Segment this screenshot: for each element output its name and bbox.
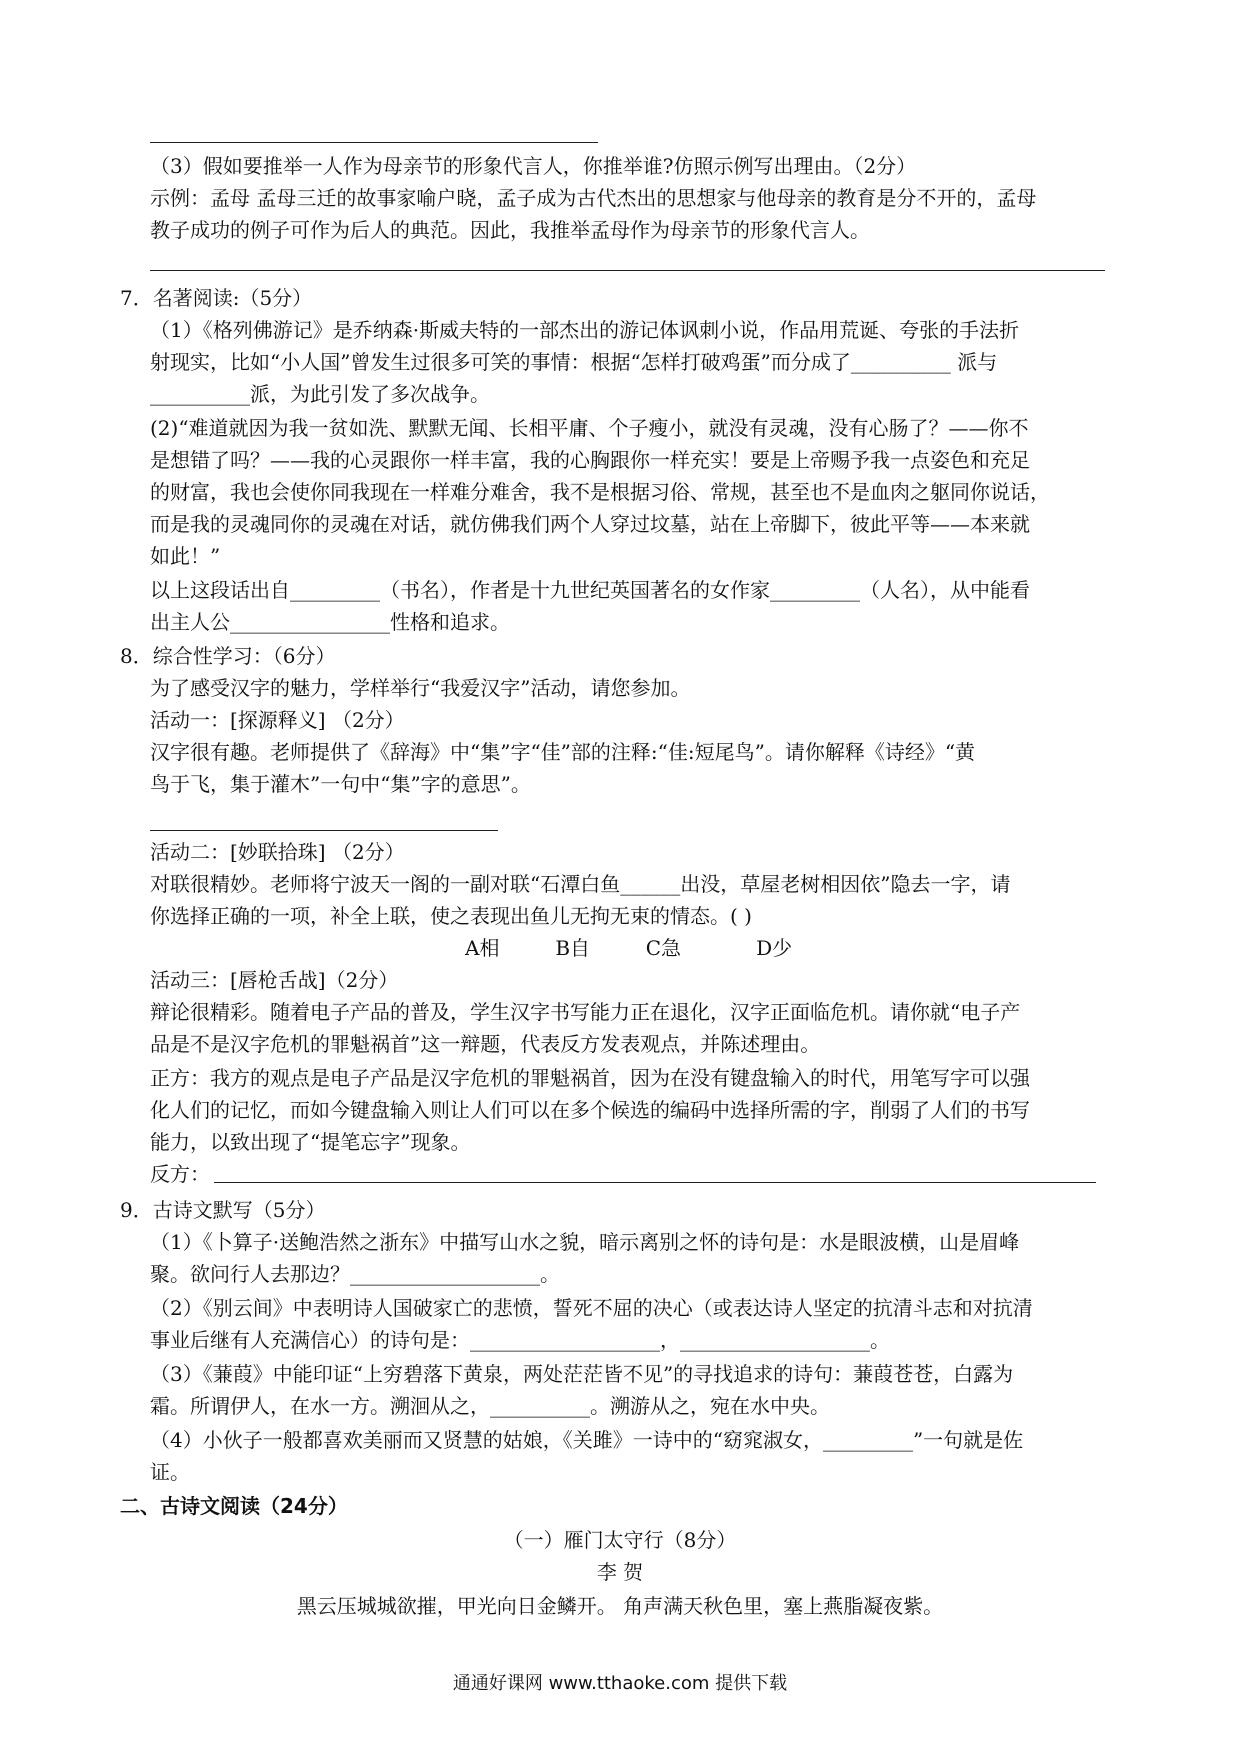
q9-text-line: （4）小伙子一般都喜欢美丽而又贤慧的姑娘，《关雎》一诗中的“窈窕淑女，_________”一句就是佐 (150, 1428, 1024, 1452)
q8-activity-title: 活动一：[探源释义] （2分） (150, 708, 405, 732)
q7-text-line: 而是我的灵魂同你的灵魂在对话，就仿佛我们两个人穿过坟墓，站在上帝脚下，彼此平等——本来就 (150, 512, 1030, 536)
answer-line (150, 142, 598, 143)
q8-text-line: 为了感受汉字的魅力，学样举行“我爱汉字”活动，请您参加。 (150, 676, 691, 700)
q7-text-line: （1）《格列佛游记》是乔纳森·斯威夫特的一部杰出的游记体讽刺小说，作品用荒诞、夸张的手法折 (150, 318, 1020, 342)
option-a: A相 (465, 936, 500, 960)
option-c: C急 (645, 936, 682, 960)
q8-text-line: 化人们的记忆，而如今键盘输入则让人们可以在多个候选的编码中选择所需的字，削弱了人们的书写 (150, 1098, 1030, 1122)
answer-line (214, 1182, 1096, 1183)
q8-options (465, 932, 816, 964)
q7-heading: 7．名著阅读:（5分） (120, 286, 313, 310)
q7-text-line: 的财富，我也会使你同我现在一样难分难舍，我不是根据习俗、常规，甚至也不是血肉之躯同你说话， (150, 480, 1050, 504)
page-footer: 通通好课网 www.tthaoke.com 提供下载 (452, 1673, 788, 1694)
q9-text-line: 聚。欲问行人去那边？___________________。 (150, 1262, 560, 1286)
q9-text-line: （1）《卜算子·送鲍浩然之浙东》中描写山水之貌，暗示离别之怀的诗句是：水是眼波横，山是眉峰 (150, 1230, 1020, 1254)
q7-text-line: 出主人公________________性格和追求。 (150, 610, 510, 634)
q9-text-line: 霜。所谓伊人，在水一方。溯洄从之，__________。溯游从之，宛在水中央。 (150, 1394, 830, 1418)
poem-title: （一）雁门太守行（8分） (503, 1528, 737, 1552)
q7-text-line: 射现实，比如“小人国”曾发生过很多可笑的事情：根据“怎样打破鸡蛋”而分成了__________ 派与 (150, 350, 998, 374)
q8-text-line: 对联很精妙。老师将宁波天一阁的一副对联“石潭白鱼______出没，草屋老树相因依”隐去一字，请 (150, 872, 1011, 896)
q8-activity-title: 活动三：[唇枪舌战]（2分） (150, 968, 399, 992)
q9-text-line: （2）《别云间》中表明诗人国破家亡的悲愤，誓死不屈的决心（或表达诗人坚定的抗清斗志和对抗清 (150, 1296, 1033, 1320)
q8-activity-title: 活动二：[妙联拾珠] （2分） (150, 840, 405, 864)
q8-text-line: 辩论很精彩。随着电子产品的普及，学生汉字书写能力正在退化，汉字正面临危机。请你就“电子产 (150, 1000, 1021, 1024)
q6-3-example-line: 示例：孟母 孟母三迁的故事家喻户晓，孟子成为古代杰出的思想家与他母亲的教育是分不开的，孟母 (150, 186, 1037, 210)
q9-text-line: （3）《蒹葭》中能印证“上穷碧落下黄泉，两处茫茫皆不见”的寻找追求的诗句：蒹葭苍苍，白露为 (150, 1362, 1014, 1386)
q7-text-line: 以上这段话出自_________（书名），作者是十九世纪英国著名的女作家_________（人名），从中能看 (150, 578, 1030, 602)
q8-heading: 8．综合性学习：（6分） (120, 644, 336, 668)
answer-line (150, 830, 498, 831)
q9-text-line: 事业后继有人充满信心）的诗句是：___________________，___________________。 (150, 1328, 890, 1352)
section-heading: 二、古诗文阅读（24分） (120, 1494, 348, 1518)
q8-text-line: 正方：我方的观点是电子产品是汉字危机的罪魁祸首，因为在没有键盘输入的时代，用笔写字可以强 (150, 1066, 1030, 1090)
q8-text-line: 你选择正确的一项，补全上联，使之表现出鱼儿无拘无束的情态。( ) (150, 904, 752, 928)
q6-3-example-line: 教子成功的例子可作为后人的典范。因此，我推举孟母作为母亲节的形象代言人。 (150, 218, 870, 242)
q8-con-label: 反方： (150, 1162, 210, 1186)
poem-line: 黑云压城城欲摧，甲光向日金鳞开。 角声满天秋色里，塞上燕脂凝夜紫。 (296, 1594, 944, 1618)
q8-text-line: 品是不是汉字危机的罪魁祸首”这一辩题，代表反方发表观点，并陈述理由。 (150, 1032, 821, 1056)
q8-text-line: 汉字很有趣。老师提供了《辞海》中“集”字“佳”部的注释:“佳:短尾鸟”。请你解释《诗经》“黄 (150, 740, 976, 764)
q7-text-line: (2)“难道就因为我一贫如洗、默默无闻、长相平庸、个子瘦小，就没有灵魂，没有心肠了？——你不 (150, 416, 1029, 440)
q7-text-line: __________派，为此引发了多次战争。 (150, 382, 490, 406)
q7-text-line: 是想错了吗？——我的心灵跟你一样丰富，我的心胸跟你一样充实！要是上帝赐予我一点姿色和充足 (150, 448, 1030, 472)
option-d: D少 (756, 936, 793, 960)
q8-text-line: 能力，以致出现了“提笔忘字”现象。 (150, 1130, 471, 1154)
q9-heading: 9．古诗文默写（5分） (120, 1198, 326, 1222)
poem-author: 李 贺 (596, 1560, 644, 1584)
q9-text-line: 证。 (150, 1460, 190, 1484)
q7-text-line: 如此！” (150, 544, 221, 568)
q6-3-prompt: （3）假如要推举一人作为母亲节的形象代言人，你推举谁?仿照示例写出理由。（2分） (150, 154, 917, 178)
answer-line (150, 270, 1105, 271)
option-b: B自 (555, 936, 591, 960)
q8-text-line: 鸟于飞，集于灌木”一句中“集”字的意思”。 (150, 772, 531, 796)
